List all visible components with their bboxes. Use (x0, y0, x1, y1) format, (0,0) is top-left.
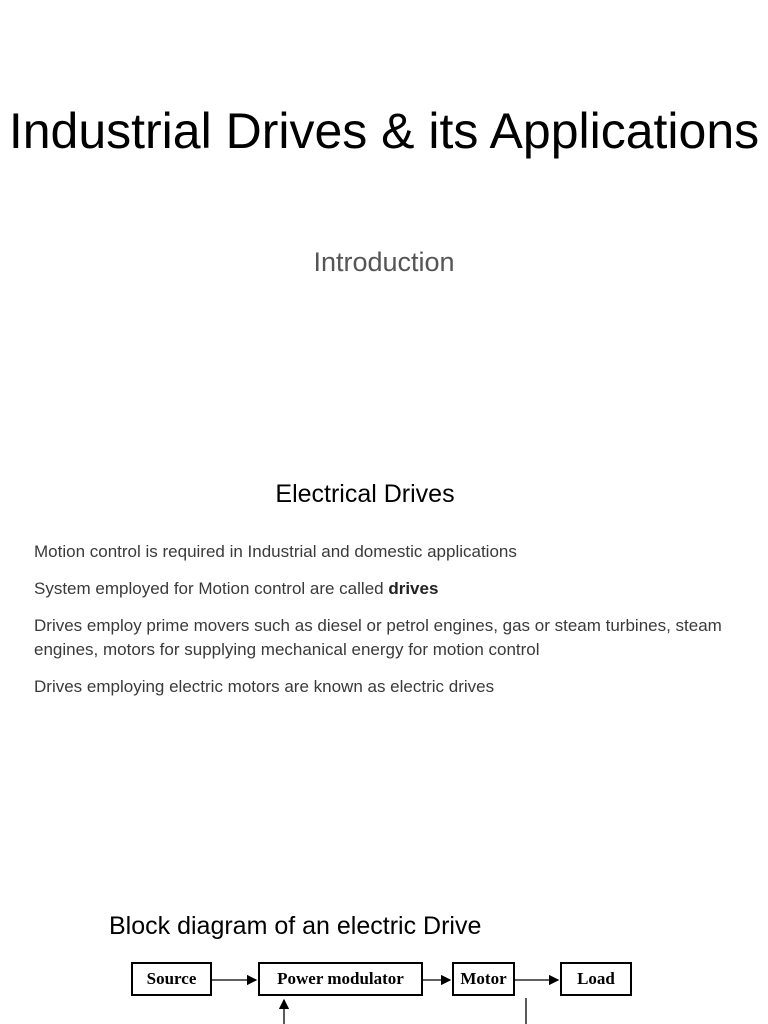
list-item: Drives employ prime movers such as diesel or petrol engines, gas or steam turbines, steam engines, motors for supplying mechanical energy for motion control (34, 616, 722, 659)
list-item: Motion control is required in Industrial and domestic applications (34, 542, 517, 561)
bullet-list (34, 540, 734, 712)
source-block: Source (131, 962, 212, 996)
load-block: Load (560, 962, 632, 996)
section-heading: Electrical Drives (275, 480, 455, 508)
power-modulator-block: Power modulator (258, 962, 423, 996)
diagram-heading: Block diagram of an electric Drive (109, 912, 482, 940)
slide-divider (0, 440, 768, 441)
page-title: Industrial Drives & its Applications (8, 103, 760, 159)
bullet-text: System employed for Motion control are called (34, 579, 389, 598)
list-item (34, 577, 734, 601)
motor-block: Motor (452, 962, 515, 996)
list-item: Drives employing electric motors are known as electric drives (34, 677, 495, 696)
page-subtitle: Introduction (313, 247, 455, 277)
bullet-bold-term: drives (388, 579, 439, 598)
